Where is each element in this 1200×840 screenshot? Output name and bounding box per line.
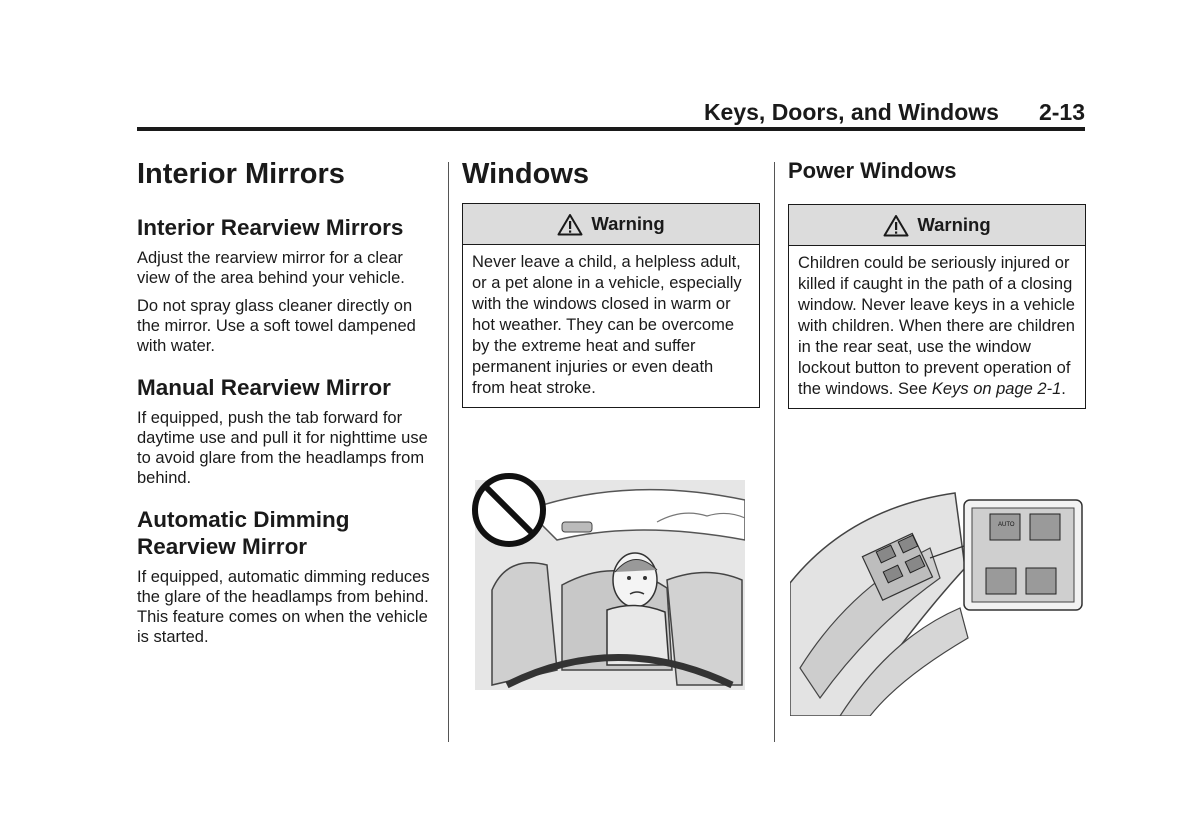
- page-number: 2-13: [1038, 99, 1085, 125]
- page-header: [137, 96, 1085, 126]
- warning-box: [462, 203, 760, 408]
- warning-header: [463, 204, 759, 245]
- warning-label: Warning: [591, 213, 665, 234]
- power-window-switch-illustration: [790, 488, 1084, 716]
- power-window-switch-drawing: [790, 488, 1084, 716]
- child-in-car-drawing: [467, 470, 745, 690]
- warning-triangle-icon: [883, 214, 909, 237]
- auto-label: AUTO: [998, 522, 1015, 528]
- body-paragraph: If equipped, automatic dimming reduces the glare of the headlamps from behind. This feature comes on when the vehicle is started.: [137, 568, 430, 646]
- warning-label: Warning: [917, 214, 991, 235]
- child-in-car-illustration: [467, 470, 745, 690]
- section-heading: Power Windows: [788, 158, 957, 183]
- cross-reference: Keys on page 2-1: [931, 380, 1062, 398]
- column-power-windows: [788, 156, 1086, 409]
- warning-triangle-icon: [557, 213, 583, 236]
- section-heading: Windows: [462, 158, 590, 190]
- warning-header: [789, 205, 1085, 246]
- column-divider: [774, 162, 775, 742]
- body-paragraph: Adjust the rearview mirror for a clear view of the area behind your vehicle.: [137, 249, 405, 287]
- warning-text-main: Children could be seriously injured or killed if caught in the path of a closing window. Never leave keys in a vehicle with children. When there are children in the rear seat, use the window lockout button to prevent operation of the windows. See: [798, 254, 1075, 398]
- warning-text: [789, 246, 1085, 408]
- column-windows: [462, 156, 760, 408]
- warning-text: Never leave a child, a helpless adult, or a pet alone in a vehicle, especially with the windows closed in warm or hot weather. They can be overcome by the extreme heat and suffer permanent injuries or even death from heat stroke.: [472, 253, 742, 397]
- section-heading: Interior Mirrors: [137, 158, 345, 190]
- column-divider: [448, 162, 449, 742]
- warning-box: [788, 204, 1086, 409]
- column-interior-mirrors: [137, 156, 437, 655]
- subsection-heading: Automatic Dimming Rearview Mirror: [137, 507, 350, 559]
- subsection-heading: Interior Rearview Mirrors: [137, 215, 404, 240]
- body-paragraph: If equipped, push the tab forward for daytime use and pull it for nighttime use to avoid glare from the headlamps from behind.: [137, 409, 428, 487]
- subsection-heading: Manual Rearview Mirror: [137, 375, 391, 400]
- body-paragraph: Do not spray glass cleaner directly on the mirror. Use a soft towel dampened with water.: [137, 297, 416, 355]
- warning-text-end: .: [1061, 380, 1066, 398]
- section-title: Keys, Doors, and Windows: [703, 99, 999, 125]
- header-rule: [137, 127, 1085, 131]
